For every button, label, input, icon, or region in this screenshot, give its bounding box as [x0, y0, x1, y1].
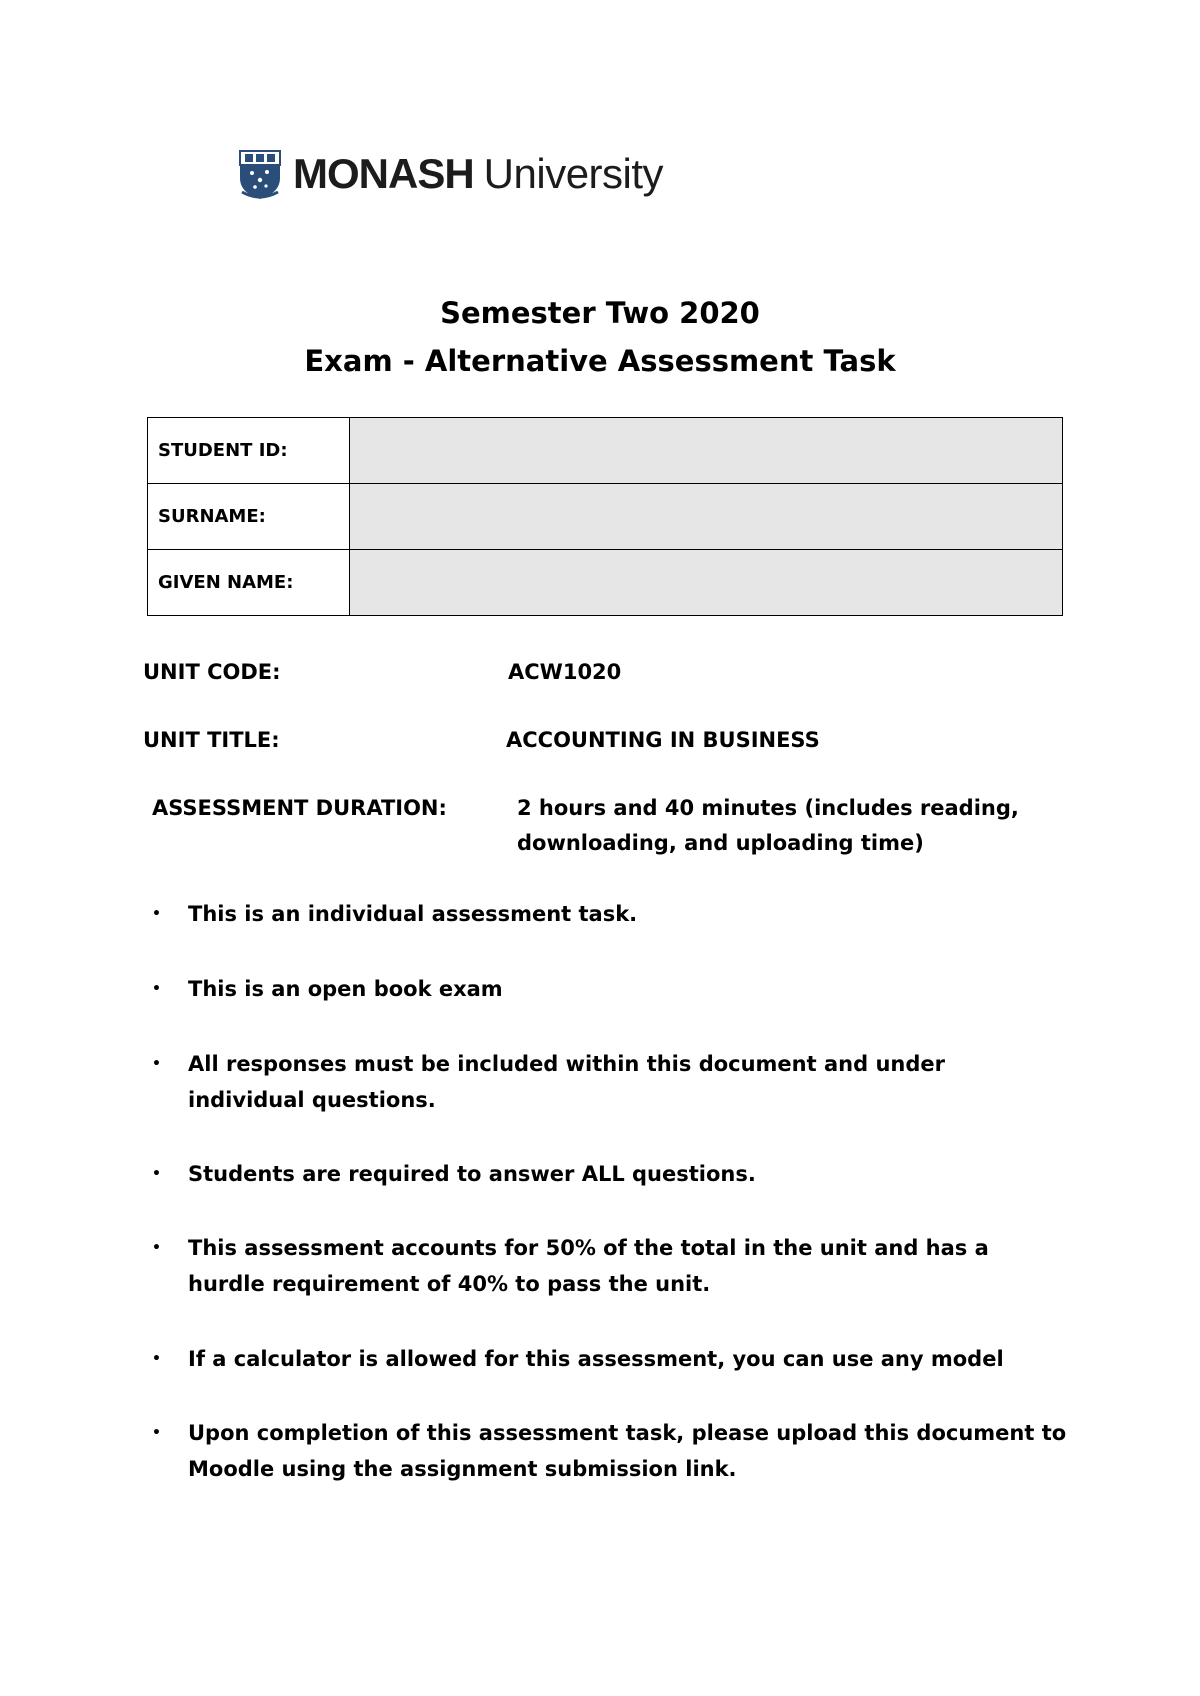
logo-word: University	[483, 150, 664, 197]
list-item	[152, 1230, 1072, 1302]
list-item	[152, 1046, 972, 1118]
bullet-dot-icon: •	[152, 1351, 161, 1367]
bullet-dot-icon: •	[152, 1056, 161, 1072]
bullet-dot-icon: •	[152, 1240, 161, 1256]
duration-label: ASSESSMENT DURATION:	[152, 796, 447, 820]
list-item	[152, 1156, 1082, 1192]
instruction-text: This is an individual assessment task.	[188, 902, 638, 926]
instruction-text: All responses must be included within this document and under individual questions.	[188, 1052, 945, 1112]
student-id-label: STUDENT ID:	[148, 418, 350, 484]
monash-crest-icon	[237, 148, 283, 200]
unit-code-label: UNIT CODE:	[143, 660, 281, 684]
list-item	[152, 1415, 1072, 1487]
unit-title-value: ACCOUNTING IN BUSINESS	[506, 728, 820, 752]
list-item	[152, 896, 1082, 932]
monash-logo	[237, 148, 663, 200]
unit-title-label: UNIT TITLE:	[143, 728, 280, 752]
instruction-text: Students are required to answer ALL questions.	[188, 1162, 756, 1186]
bullet-dot-icon: •	[152, 1425, 161, 1441]
logo-mark: MONASH	[293, 150, 474, 197]
bullet-dot-icon: •	[152, 981, 161, 997]
student-id-field[interactable]	[350, 418, 1063, 484]
logo-wordmark	[293, 148, 663, 200]
exam-semester-title: Semester Two 2020	[440, 296, 760, 330]
duration-value-line1: 2 hours and 40 minutes (includes reading,	[517, 796, 1019, 820]
duration-value-line2: downloading, and uploading time)	[517, 831, 924, 855]
instruction-text: Upon completion of this assessment task, please upload this document to Moodle using the assignment submission link.	[188, 1421, 1067, 1481]
surname-field[interactable]	[350, 484, 1063, 550]
given-name-label: GIVEN NAME:	[148, 550, 350, 616]
exam-task-title: Exam - Alternative Assessment Task	[304, 344, 896, 378]
table-row	[148, 550, 1063, 616]
given-name-field[interactable]	[350, 550, 1063, 616]
unit-code-value: ACW1020	[508, 660, 622, 684]
list-item	[152, 1341, 1082, 1377]
surname-label: SURNAME:	[148, 484, 350, 550]
instruction-text: If a calculator is allowed for this assessment, you can use any model	[188, 1347, 1004, 1371]
table-row	[148, 418, 1063, 484]
bullet-dot-icon: •	[152, 1166, 161, 1182]
instruction-text: This assessment accounts for 50% of the total in the unit and has a hurdle requirement of 40% to pass the unit.	[188, 1236, 989, 1296]
list-item	[152, 971, 1082, 1007]
instruction-text: This is an open book exam	[188, 977, 503, 1001]
bullet-dot-icon: •	[152, 906, 161, 922]
table-row	[148, 484, 1063, 550]
student-details-table	[147, 417, 1063, 616]
